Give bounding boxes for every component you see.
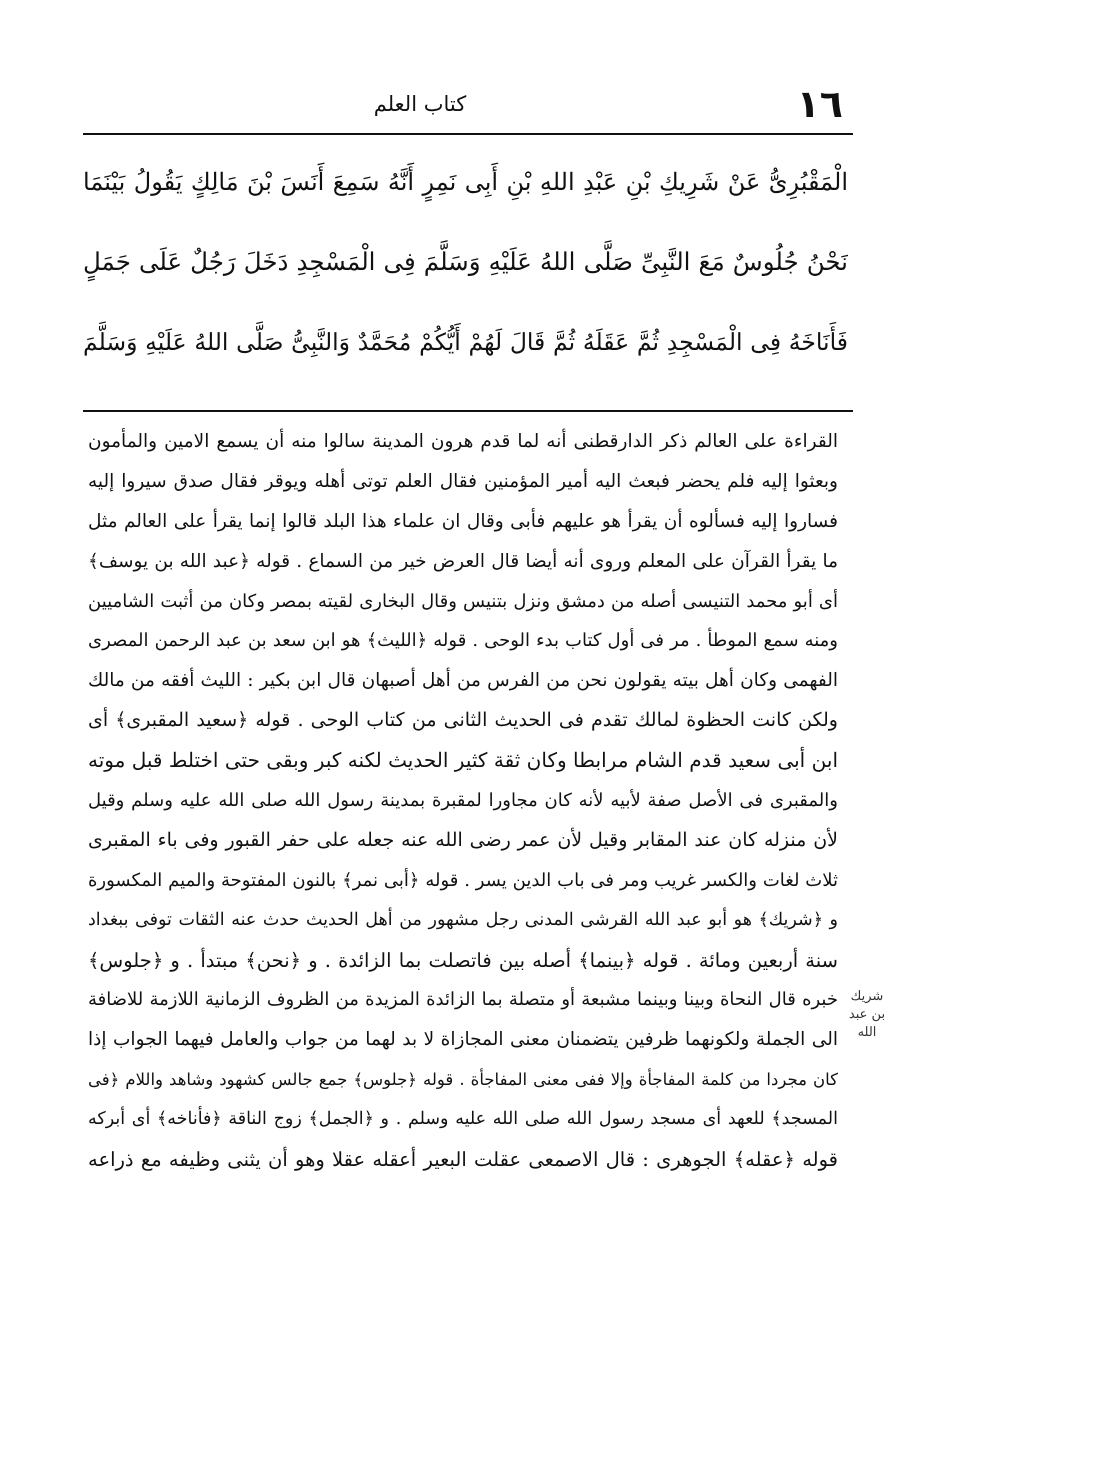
running-title: كتاب العلم <box>373 92 467 116</box>
commentary-line: أى أبو محمد التنيسى أصله من دمشق ونزل بتنيس وقال البخارى لقيته بمصر وكان من أثبت الشاميين <box>88 590 838 612</box>
commentary-line: سنة أربعين ومائة . قوله ﴿بينما﴾ أصله بين فاتصلت بما الزائدة . و ﴿نحن﴾ مبتدأ . و ﴿جلوس﴾ <box>88 948 838 972</box>
commentary-line: ابن أبى سعيد قدم الشام مرابطا وكان ثقة كثير الحديث لكنه كبر وبقى حتى اختلط قبل موته <box>88 748 838 773</box>
commentary-line: ما يقرأ القرآن على المعلم وروى أنه أيضا قال العرض خير من السماع . قوله ﴿عبد الله بن يوسف﴾ <box>88 550 838 572</box>
commentary-line: قوله ﴿عقله﴾ الجوهرى : قال الاصمعى عقلت البعير أعقله عقلا وهو أن يثنى وظيفه مع ذراعه <box>88 1148 838 1172</box>
hadith-line: فَأَنَاخَهُ فِى الْمَسْجِدِ ثُمَّ عَقَلَهُ ثُمَّ قَالَ لَهُمْ أَيُّكُمْ مُحَمَّدٌ وَالنَّبِىُّ صَلَّى اللهُ عَلَيْهِ وَسَلَّمَ <box>83 328 848 356</box>
commentary-line: القراءة على العالم ذكر الدارقطنى أنه لما قدم هرون المدينة سالوا منه أن يسمع الامين والمأمون <box>88 431 838 452</box>
hadith-line: نَحْنُ جُلُوسٌ مَعَ النَّبِىِّ صَلَّى اللهُ عَلَيْهِ وَسَلَّمَ فِى الْمَسْجِدِ دَخَلَ رَجُلٌ عَلَى جَمَلٍ <box>83 247 848 276</box>
separator-rule <box>83 410 853 412</box>
commentary-text <box>88 422 838 1180</box>
commentary-line: لأن منزله كان عند المقابر وقيل لأن عمر رضى الله عنه جعله على حفر القبور وفى باء المقبرى <box>88 828 838 851</box>
commentary-line: فساروا إليه فسألوه أن يقرأ هو عليهم فأبى وقال ان علماء هذا البلد قالوا إنما يقرأ على العالم مثل <box>88 510 838 532</box>
hadith-line: الْمَقْبُرِىُّ عَنْ شَرِيكِ بْنِ عَبْدِ اللهِ بْنِ أَبِى نَمِرٍ أَنَّهُ سَمِعَ أَنَسَ بْنَ مَالِكٍ يَقُولُ بَيْنَمَا <box>83 168 848 196</box>
commentary-line: و ﴿شريك﴾ هو أبو عبد الله القرشى المدنى رجل مشهور من أهل الحديث حدث عنه الثقات توفى ببغداد <box>88 909 838 930</box>
commentary-line: الفهمى وكان أهل بيته يقولون نحن من الفرس من أهل أصبهان قال ابن بكير : الليث أفقه من مالك <box>88 670 838 692</box>
commentary-line: المسجد﴾ للعهد أى مسجد رسول الله صلى الله عليه وسلم . و ﴿الجمل﴾ زوج الناقة ﴿فأناخه﴾ أى أبركه <box>88 1109 838 1130</box>
commentary-line: خبره قال النحاة وبينا وبينما مشبعة أو متصلة بما الزائدة المزيدة من الظروف الزمانية اللازمة للاضافة <box>88 989 838 1011</box>
top-rule <box>83 133 853 135</box>
commentary-line: والمقبرى فى الأصل صفة لأبيه لأنه كان مجاورا لمقبرة بمدينة رسول الله صلى الله عليه وسلم وقيل <box>88 790 838 812</box>
commentary-line: وبعثوا إليه فلم يحضر فبعث اليه أمير المؤمنين فقال العلم توتى أهله ويوقر فقال صدق سيروا إليه <box>88 470 838 492</box>
commentary-line: ومنه سمع الموطأ . مر فى أول كتاب بدء الوحى . قوله ﴿الليث﴾ هو ابن سعد بن عبد الرحمن المصرى <box>88 630 838 652</box>
commentary-line: الى الجملة ولكونهما ظرفين يتضمنان معنى المجازاة لا بد لهما من جواب والعامل فيهما الجواب إذا <box>88 1029 838 1051</box>
commentary-line: كان مجردا من كلمة المفاجأة وإلا ففى معنى المفاجأة . قوله ﴿جلوس﴾ جمع جالس كشهود وشاهد واللام ﴿فى <box>88 1070 838 1090</box>
commentary-line: ثلاث لغات والكسر غريب ومر فى باب الدين يسر . قوله ﴿أبى نمر﴾ بالنون المفتوحة والميم المكسورة <box>88 869 838 891</box>
hadith-text <box>83 142 848 382</box>
margin-note: شريك بن عبد الله <box>848 989 886 1040</box>
commentary-line: ولكن كانت الحظوة لمالك تقدم فى الحديث الثانى من كتاب الوحى . قوله ﴿سعيد المقبرى﴾ أى <box>88 709 838 732</box>
page-number: ١٦ <box>796 82 843 126</box>
